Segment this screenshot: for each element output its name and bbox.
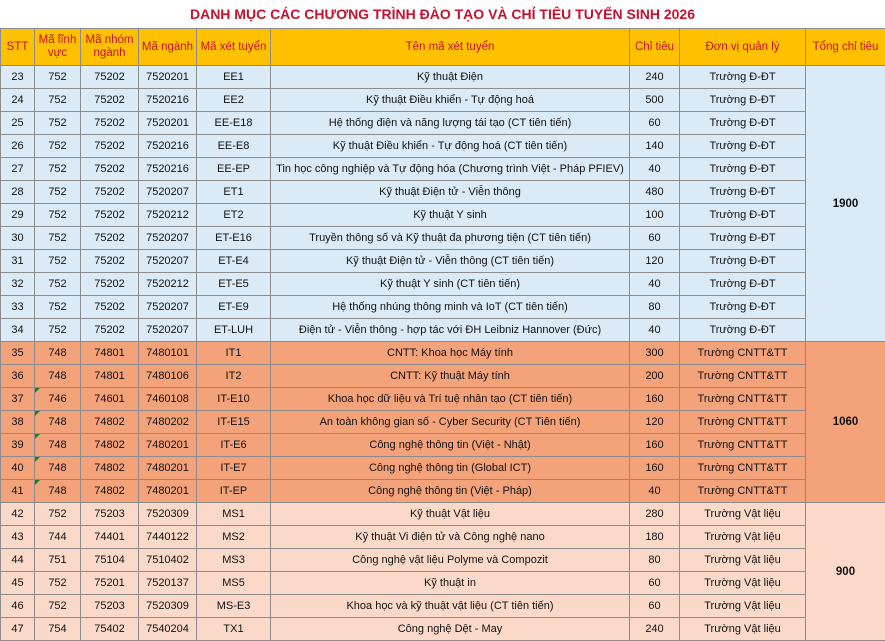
quota-cell: 160 [630, 388, 680, 411]
table-row [1, 503, 885, 526]
program-name-cell: Hệ thống điện và năng lượng tái tạo (CT tiên tiến) [271, 112, 630, 135]
managing-unit-cell: Trường CNTT&TT [680, 342, 806, 365]
program-name-cell: CNTT: Kỹ thuật Máy tính [271, 365, 630, 388]
program-name-cell: Điện tử - Viễn thông - hợp tác với ĐH Leibniz Hannover (Đức) [271, 319, 630, 342]
stt-cell: 33 [1, 296, 35, 319]
admission-code-cell: IT-E10 [197, 388, 271, 411]
field-code-cell: 748 [35, 411, 81, 434]
major-code-cell: 7520216 [139, 135, 197, 158]
program-name-cell: Công nghệ Dệt - May [271, 618, 630, 641]
stt-cell: 36 [1, 365, 35, 388]
admission-code-cell: ET2 [197, 204, 271, 227]
major-code-cell: 7520201 [139, 112, 197, 135]
table-row [1, 89, 885, 112]
admission-code-cell: ET-E16 [197, 227, 271, 250]
major-code-cell: 7480201 [139, 457, 197, 480]
program-name-cell: Truyền thông số và Kỹ thuật đa phương tiện (CT tiên tiến) [271, 227, 630, 250]
major-code-cell: 7520207 [139, 319, 197, 342]
major-code-cell: 7520309 [139, 503, 197, 526]
major-code-cell: 7440122 [139, 526, 197, 549]
major-code-cell: 7520207 [139, 250, 197, 273]
admission-code-cell: EE2 [197, 89, 271, 112]
stt-cell: 35 [1, 342, 35, 365]
field-code-cell: 752 [35, 158, 81, 181]
table-row [1, 595, 885, 618]
stt-cell: 31 [1, 250, 35, 273]
col-header-quota: Chỉ tiêu [630, 29, 680, 66]
program-name-cell: Kỹ thuật Y sinh (CT tiên tiến) [271, 273, 630, 296]
major-code-cell: 7520212 [139, 273, 197, 296]
admission-code-cell: MS1 [197, 503, 271, 526]
table-row [1, 296, 885, 319]
field-code-cell: 748 [35, 365, 81, 388]
quota-cell: 100 [630, 204, 680, 227]
table-row [1, 273, 885, 296]
col-header-field-code: Mã lĩnh vực [35, 29, 81, 66]
major-code-cell: 7520216 [139, 158, 197, 181]
col-header-major-code: Mã ngành [139, 29, 197, 66]
program-name-cell: Khoa học dữ liệu và Trí tuệ nhân tạo (CT tiên tiến) [271, 388, 630, 411]
admission-code-cell: ET-E4 [197, 250, 271, 273]
col-header-group-code: Mã nhóm ngành [81, 29, 139, 66]
quota-cell: 480 [630, 181, 680, 204]
stt-cell: 44 [1, 549, 35, 572]
managing-unit-cell: Trường Vật liệu [680, 595, 806, 618]
field-code-cell: 752 [35, 273, 81, 296]
program-name-cell: Kỹ thuật Vi điện tử và Công nghệ nano [271, 526, 630, 549]
stt-cell: 23 [1, 66, 35, 89]
major-code-cell: 7520309 [139, 595, 197, 618]
program-name-cell: Kỹ thuật Điện tử - Viễn thông [271, 181, 630, 204]
stt-cell: 38 [1, 411, 35, 434]
stt-cell: 42 [1, 503, 35, 526]
table-row [1, 250, 885, 273]
table-row [1, 388, 885, 411]
managing-unit-cell: Trường Đ-ĐT [680, 250, 806, 273]
admission-code-cell: MS3 [197, 549, 271, 572]
managing-unit-cell: Trường Đ-ĐT [680, 273, 806, 296]
quota-cell: 160 [630, 457, 680, 480]
group-code-cell: 75202 [81, 250, 139, 273]
managing-unit-cell: Trường Đ-ĐT [680, 296, 806, 319]
quota-cell: 120 [630, 411, 680, 434]
table-row [1, 66, 885, 89]
field-code-cell: 751 [35, 549, 81, 572]
managing-unit-cell: Trường Đ-ĐT [680, 112, 806, 135]
field-code-cell: 752 [35, 595, 81, 618]
field-code-cell: 752 [35, 296, 81, 319]
group-code-cell: 74802 [81, 434, 139, 457]
major-code-cell: 7520201 [139, 66, 197, 89]
field-code-cell: 754 [35, 618, 81, 641]
group-code-cell: 75202 [81, 204, 139, 227]
group-code-cell: 75203 [81, 503, 139, 526]
managing-unit-cell: Trường Đ-ĐT [680, 227, 806, 250]
program-name-cell: Công nghệ thông tin (Việt - Nhật) [271, 434, 630, 457]
field-code-cell: 752 [35, 227, 81, 250]
program-name-cell: Kỹ thuật Điện [271, 66, 630, 89]
major-code-cell: 7460108 [139, 388, 197, 411]
program-name-cell: Khoa học và kỹ thuật vật liệu (CT tiên tiến) [271, 595, 630, 618]
major-code-cell: 7480202 [139, 411, 197, 434]
group-code-cell: 75203 [81, 595, 139, 618]
stt-cell: 29 [1, 204, 35, 227]
admission-code-cell: EE-E18 [197, 112, 271, 135]
table-row [1, 549, 885, 572]
group-code-cell: 74401 [81, 526, 139, 549]
program-name-cell: Kỹ thuật Điều khiển - Tự động hoá [271, 89, 630, 112]
field-code-cell: 752 [35, 112, 81, 135]
field-code-cell: 752 [35, 204, 81, 227]
stt-cell: 27 [1, 158, 35, 181]
quota-cell: 140 [630, 135, 680, 158]
table-row [1, 112, 885, 135]
stt-cell: 47 [1, 618, 35, 641]
admission-code-cell: EE-EP [197, 158, 271, 181]
major-code-cell: 7510402 [139, 549, 197, 572]
major-code-cell: 7480101 [139, 342, 197, 365]
stt-cell: 24 [1, 89, 35, 112]
group-code-cell: 75202 [81, 89, 139, 112]
program-name-cell: Tin học công nghiệp và Tự động hóa (Chương trình Việt - Pháp PFIEV) [271, 158, 630, 181]
col-header-program-name: Tên mã xét tuyển [271, 29, 630, 66]
group-code-cell: 74802 [81, 411, 139, 434]
quota-cell: 180 [630, 526, 680, 549]
field-code-cell: 748 [35, 457, 81, 480]
quota-cell: 500 [630, 89, 680, 112]
major-code-cell: 7520216 [139, 89, 197, 112]
field-code-cell: 746 [35, 388, 81, 411]
program-name-cell: CNTT: Khoa học Máy tính [271, 342, 630, 365]
col-header-stt: STT [1, 29, 35, 66]
field-code-cell: 748 [35, 480, 81, 503]
managing-unit-cell: Trường CNTT&TT [680, 388, 806, 411]
managing-unit-cell: Trường CNTT&TT [680, 480, 806, 503]
quota-cell: 240 [630, 618, 680, 641]
field-code-cell: 748 [35, 342, 81, 365]
quota-cell: 200 [630, 365, 680, 388]
table-row [1, 434, 885, 457]
admission-code-cell: ET1 [197, 181, 271, 204]
field-code-cell: 752 [35, 503, 81, 526]
quota-cell: 60 [630, 595, 680, 618]
table-row [1, 227, 885, 250]
quota-cell: 280 [630, 503, 680, 526]
managing-unit-cell: Trường Vật liệu [680, 503, 806, 526]
admission-code-cell: ET-E5 [197, 273, 271, 296]
program-name-cell: Kỹ thuật in [271, 572, 630, 595]
admission-code-cell: MS5 [197, 572, 271, 595]
managing-unit-cell: Trường Đ-ĐT [680, 135, 806, 158]
admission-code-cell: IT1 [197, 342, 271, 365]
major-code-cell: 7480201 [139, 480, 197, 503]
stt-cell: 41 [1, 480, 35, 503]
managing-unit-cell: Trường Vật liệu [680, 572, 806, 595]
program-name-cell: Kỹ thuật Điều khiển - Tự động hoá (CT tiên tiến) [271, 135, 630, 158]
group-code-cell: 75202 [81, 135, 139, 158]
quota-cell: 240 [630, 66, 680, 89]
group-code-cell: 75202 [81, 273, 139, 296]
field-code-cell: 752 [35, 572, 81, 595]
col-header-admission-code: Mã xét tuyển [197, 29, 271, 66]
field-code-cell: 748 [35, 434, 81, 457]
table-row [1, 342, 885, 365]
major-code-cell: 7540204 [139, 618, 197, 641]
stt-cell: 45 [1, 572, 35, 595]
stt-cell: 43 [1, 526, 35, 549]
admission-code-cell: TX1 [197, 618, 271, 641]
table-row [1, 572, 885, 595]
program-name-cell: Kỹ thuật Vật liệu [271, 503, 630, 526]
field-code-cell: 752 [35, 250, 81, 273]
stt-cell: 37 [1, 388, 35, 411]
admission-code-cell: IT-E6 [197, 434, 271, 457]
quota-cell: 40 [630, 273, 680, 296]
field-code-cell: 752 [35, 89, 81, 112]
quota-cell: 160 [630, 434, 680, 457]
group-code-cell: 75202 [81, 227, 139, 250]
major-code-cell: 7480106 [139, 365, 197, 388]
table-row [1, 480, 885, 503]
field-code-cell: 752 [35, 181, 81, 204]
stt-cell: 39 [1, 434, 35, 457]
major-code-cell: 7520207 [139, 296, 197, 319]
admission-code-cell: ET-LUH [197, 319, 271, 342]
group-code-cell: 75104 [81, 549, 139, 572]
managing-unit-cell: Trường Đ-ĐT [680, 89, 806, 112]
admission-code-cell: IT2 [197, 365, 271, 388]
managing-unit-cell: Trường CNTT&TT [680, 411, 806, 434]
stt-cell: 28 [1, 181, 35, 204]
table-row [1, 618, 885, 641]
program-name-cell: Kỹ thuật Y sinh [271, 204, 630, 227]
managing-unit-cell: Trường Đ-ĐT [680, 158, 806, 181]
stt-cell: 25 [1, 112, 35, 135]
group-code-cell: 75202 [81, 319, 139, 342]
program-name-cell: Công nghệ vật liệu Polyme và Compozit [271, 549, 630, 572]
group-code-cell: 74802 [81, 480, 139, 503]
quota-cell: 40 [630, 480, 680, 503]
stt-cell: 30 [1, 227, 35, 250]
managing-unit-cell: Trường Vật liệu [680, 549, 806, 572]
managing-unit-cell: Trường Đ-ĐT [680, 319, 806, 342]
program-name-cell: An toàn không gian số - Cyber Security (CT Tiên tiến) [271, 411, 630, 434]
managing-unit-cell: Trường Đ-ĐT [680, 66, 806, 89]
group-code-cell: 75202 [81, 158, 139, 181]
quota-cell: 40 [630, 158, 680, 181]
field-code-cell: 744 [35, 526, 81, 549]
major-code-cell: 7480201 [139, 434, 197, 457]
managing-unit-cell: Trường CNTT&TT [680, 457, 806, 480]
quota-cell: 60 [630, 572, 680, 595]
quota-cell: 60 [630, 227, 680, 250]
program-name-cell: Kỹ thuật Điện tử - Viễn thông (CT tiên tiến) [271, 250, 630, 273]
quota-cell: 300 [630, 342, 680, 365]
field-code-cell: 752 [35, 319, 81, 342]
admission-code-cell: ET-E9 [197, 296, 271, 319]
header-row [1, 29, 885, 66]
stt-cell: 26 [1, 135, 35, 158]
group-code-cell: 75202 [81, 181, 139, 204]
quota-cell: 80 [630, 549, 680, 572]
admission-code-cell: EE-E8 [197, 135, 271, 158]
admission-code-cell: MS-E3 [197, 595, 271, 618]
quota-cell: 40 [630, 319, 680, 342]
col-header-total-quota: Tổng chỉ tiêu [806, 29, 885, 66]
admission-code-cell: IT-E15 [197, 411, 271, 434]
stt-cell: 40 [1, 457, 35, 480]
managing-unit-cell: Trường Đ-ĐT [680, 181, 806, 204]
group-code-cell: 75201 [81, 572, 139, 595]
admission-code-cell: IT-EP [197, 480, 271, 503]
table-row [1, 158, 885, 181]
page-title: DANH MỤC CÁC CHƯƠNG TRÌNH ĐÀO TẠO VÀ CHỈ TIÊU TUYỂN SINH 2026 [0, 0, 885, 28]
program-name-cell: Công nghệ thông tin (Global ICT) [271, 457, 630, 480]
program-name-cell: Công nghệ thông tin (Việt - Pháp) [271, 480, 630, 503]
group-total-quota: 1900 [806, 66, 885, 342]
major-code-cell: 7520212 [139, 204, 197, 227]
group-code-cell: 75202 [81, 112, 139, 135]
major-code-cell: 7520137 [139, 572, 197, 595]
table-row [1, 365, 885, 388]
field-code-cell: 752 [35, 66, 81, 89]
group-code-cell: 74801 [81, 342, 139, 365]
quota-cell: 60 [630, 112, 680, 135]
stt-cell: 34 [1, 319, 35, 342]
stt-cell: 32 [1, 273, 35, 296]
group-code-cell: 75202 [81, 66, 139, 89]
table-row [1, 204, 885, 227]
managing-unit-cell: Trường Vật liệu [680, 618, 806, 641]
table-row [1, 457, 885, 480]
major-code-cell: 7520207 [139, 227, 197, 250]
group-code-cell: 74601 [81, 388, 139, 411]
programs-table [0, 28, 885, 641]
table-row [1, 411, 885, 434]
group-code-cell: 74802 [81, 457, 139, 480]
quota-cell: 120 [630, 250, 680, 273]
managing-unit-cell: Trường Vật liệu [680, 526, 806, 549]
program-name-cell: Hệ thống nhúng thông minh và IoT (CT tiên tiến) [271, 296, 630, 319]
quota-cell: 80 [630, 296, 680, 319]
managing-unit-cell: Trường CNTT&TT [680, 434, 806, 457]
admission-code-cell: MS2 [197, 526, 271, 549]
group-total-quota: 900 [806, 503, 885, 641]
stt-cell: 46 [1, 595, 35, 618]
admission-code-cell: IT-E7 [197, 457, 271, 480]
managing-unit-cell: Trường Đ-ĐT [680, 204, 806, 227]
managing-unit-cell: Trường CNTT&TT [680, 365, 806, 388]
col-header-managing-unit: Đơn vị quản lý [680, 29, 806, 66]
group-code-cell: 74801 [81, 365, 139, 388]
table-body [1, 66, 885, 641]
field-code-cell: 752 [35, 135, 81, 158]
table-row [1, 526, 885, 549]
table-row [1, 181, 885, 204]
group-code-cell: 75202 [81, 296, 139, 319]
major-code-cell: 7520207 [139, 181, 197, 204]
admission-code-cell: EE1 [197, 66, 271, 89]
group-total-quota: 1060 [806, 342, 885, 503]
table-row [1, 319, 885, 342]
table-row [1, 135, 885, 158]
group-code-cell: 75402 [81, 618, 139, 641]
